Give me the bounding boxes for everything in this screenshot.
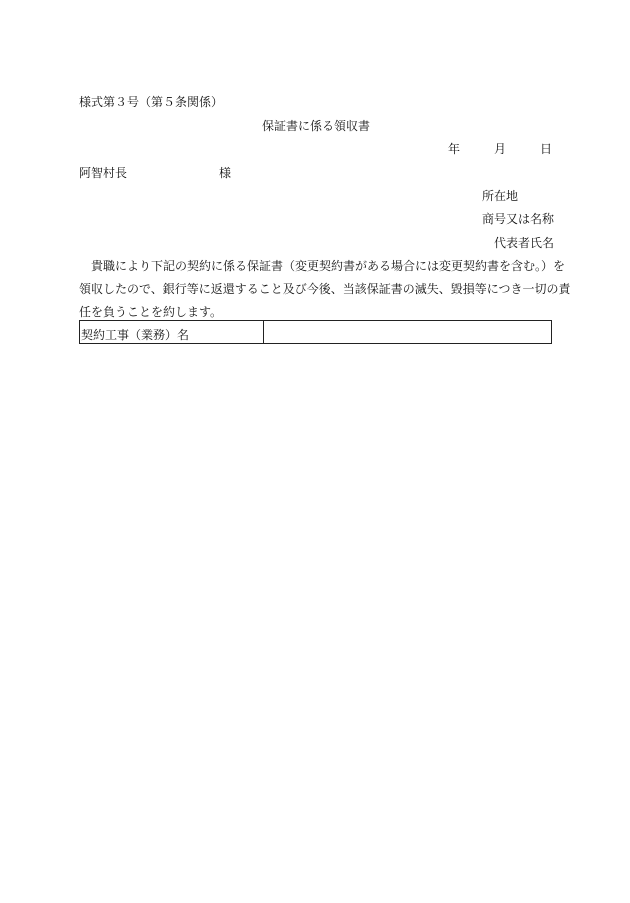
document-title: 保証書に係る領収書 bbox=[262, 119, 371, 133]
date-month-label: 月 bbox=[494, 142, 507, 156]
contract-table bbox=[79, 320, 552, 344]
contract-name-label: 契約工事（業務）名 bbox=[80, 321, 264, 344]
form-number: 様式第３号（第５条関係） bbox=[79, 95, 224, 109]
sender-company-label: 商号又は名称 bbox=[482, 212, 555, 226]
date-year-label: 年 bbox=[448, 142, 461, 156]
sender-representative-label: 代表者氏名 bbox=[494, 236, 555, 250]
addressee-name: 阿智村長 bbox=[79, 166, 128, 180]
date-day-label: 日 bbox=[540, 142, 553, 156]
body-paragraph bbox=[79, 258, 571, 327]
body-line: 任を負うことを約します。 bbox=[79, 305, 223, 319]
table-row bbox=[80, 321, 552, 344]
addressee-honorific: 様 bbox=[219, 166, 232, 180]
contract-name-value bbox=[264, 321, 552, 344]
sender-address-label: 所在地 bbox=[482, 189, 519, 203]
body-line: 貴職により下記の契約に係る保証書（変更契約書がある場合には変更契約書を含む。）を bbox=[91, 259, 566, 273]
body-line: 領収したので、銀行等に返還すること及び今後、当該保証書の滅失、毀損等につき一切の責 bbox=[79, 282, 571, 296]
